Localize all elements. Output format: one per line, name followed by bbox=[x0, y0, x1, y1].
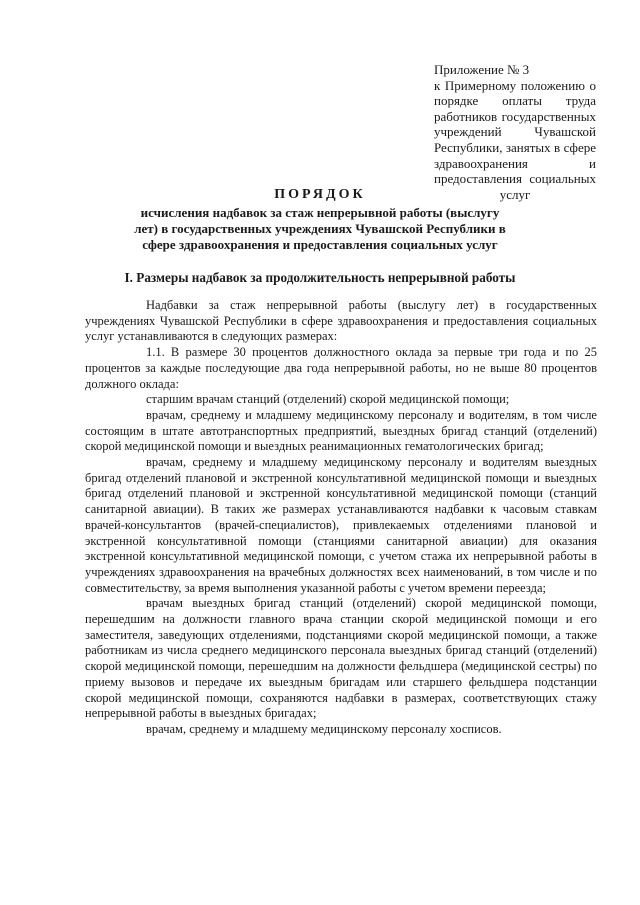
paragraph: Надбавки за стаж непрерывной работы (выслугу лет) в государственных учреждениях Чувашской Республики в сфере здравоохранения и предоставления социальных услуг устанавливаются в следующих размерах: bbox=[85, 298, 597, 344]
paragraph: 1.1. В размере 30 процентов должностного оклада за первые три года и по 25 процентов за каждые последующие два года непрерывной работы, но не выше 80 процентов должного оклада: bbox=[85, 345, 597, 391]
document-title: ПОРЯДОК bbox=[274, 187, 366, 202]
appendix-reference bbox=[434, 62, 596, 202]
paragraph: врачам, среднему и младшему медицинскому персоналу и водителям, в том числе состоящим в штате автотранспортных предприятий, выездных бригад станций (отделений) скорой медицинской помощи и выездных реанимационных гематологических бригад; bbox=[85, 407, 597, 454]
document-body bbox=[85, 298, 597, 738]
paragraph: врачам, среднему и младшему медицинскому персоналу и водителям выездных бригад отделений плановой и экстренной консультативной медицинской помощи и выездных бригад отделений плановой и экстренной консультативной медицинской помощи (станций санитарной авиации). В таких же размерах устанавливаются надбавки к часовым ставкам врачей-консультантов (врачей-специалистов), привлекаемых отделениями плановой и экстренной консультативной помощи (станциями санитарной авиации) для оказания экстренной консультативной медицинской помощи, с учетом стажа их непрерывной работы в учреждениях здравоохранения на врачебных должностях всех наименований, в том числе и по совместительству, за время выполнения указанной работы с учетом времени переезда; bbox=[85, 455, 597, 595]
appendix-title: Приложение № 3 bbox=[434, 62, 530, 77]
paragraph: старшим врачам станций (отделений) скорой медицинской помощи; bbox=[146, 392, 510, 407]
section-heading: I. Размеры надбавок за продолжительность непрерывной работы bbox=[124, 270, 516, 285]
paragraph: врачам, среднему и младшему медицинскому персоналу хосписов. bbox=[146, 721, 502, 736]
paragraph: врачам выездных бригад станций (отделений) скорой медицинской помощи, перешедшим на должности главного врача станции скорой медицинской помощи и его заместителя, заведующих отделениями, подстанциями скорой медицинской помощи, а также работникам из числа среднего медицинского персонала выездных бригад станций (отделений) скорой медицинской помощи, перешедшим на должности фельдшера (медицинской сестры) по приему вызовов и передаче их выездным бригадам или старшего фельдшера подстанции скорой медицинской помощи, сохраняются надбавки в размерах, соответствующих стажу непрерывной работы в выездных бригадах; bbox=[85, 596, 597, 721]
document-subtitle: исчисления надбавок за стаж непрерывной работы (выслугу лет) в государственных учреждениях Чувашской Республики в сфере здравоохранения и предоставления социальных услуг bbox=[134, 205, 506, 252]
appendix-body: к Примерному положению о порядке оплаты труда работников государственных учреждений Чувашской Республики, занятых в сфере здравоохранения и предоставления социальных услуг bbox=[434, 77, 596, 202]
